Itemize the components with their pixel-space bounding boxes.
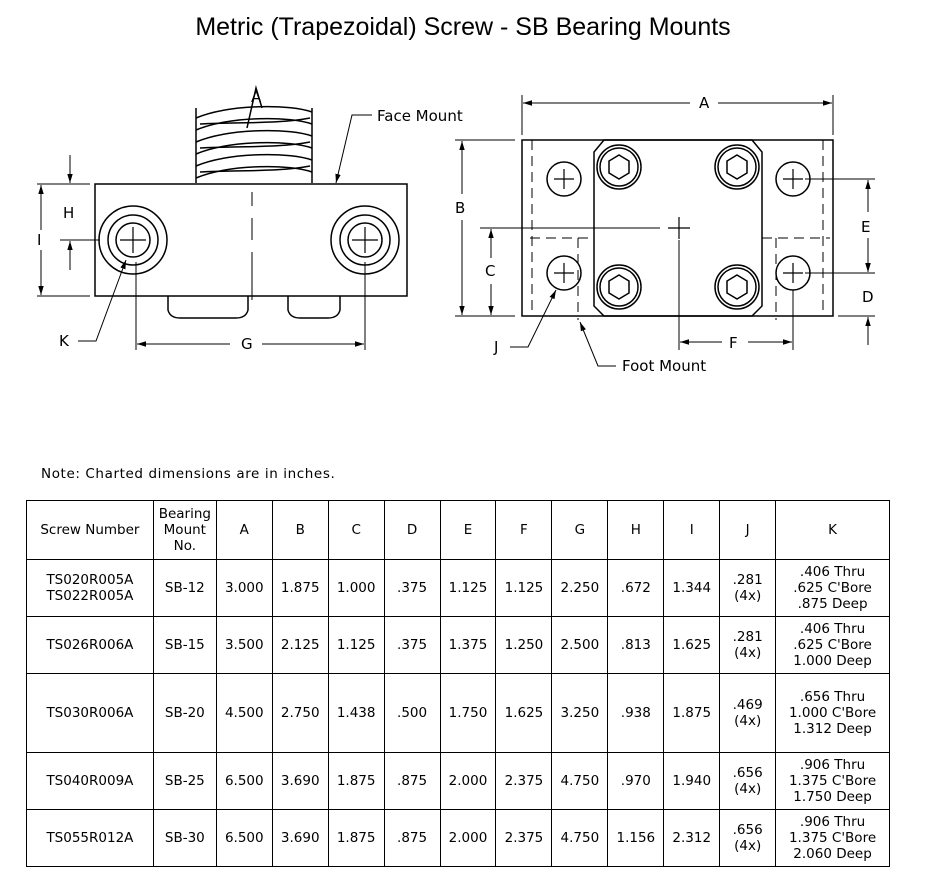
screw-thread-icon [196,107,312,183]
face-mount-label: Face Mount [377,107,463,125]
table-cell: 6.500 [216,810,272,867]
table-cell: TS020R005A TS022R005A [27,560,154,617]
table-cell: 1.750 [440,674,496,753]
dim-label-f: F [729,334,738,352]
table-cell: 1.875 [664,674,720,753]
table-cell: SB-20 [153,674,216,753]
dim-label-thread: A [251,88,262,106]
table-row [27,560,890,617]
table-cell: .938 [608,674,664,753]
table-cell: 1.625 [496,674,552,753]
table-cell: 3.690 [272,753,328,810]
table-cell: SB-25 [153,753,216,810]
table-cell: SB-30 [153,810,216,867]
column-header: I [664,501,720,560]
table-cell: 2.125 [272,617,328,674]
table-cell: .656 (4x) [720,810,776,867]
table-cell: .500 [384,674,440,753]
column-header: C [328,501,384,560]
table-cell: .813 [608,617,664,674]
column-header: E [440,501,496,560]
table-cell: .906 Thru 1.375 C'Bore 1.750 Deep [776,753,890,810]
table-cell: 1.125 [496,560,552,617]
table-cell: 3.690 [272,810,328,867]
table-cell: 6.500 [216,753,272,810]
table-cell: .375 [384,560,440,617]
table-cell: .656 Thru 1.000 C'Bore 1.312 Deep [776,674,890,753]
column-header: Bearing Mount No. [153,501,216,560]
dim-label-j: J [494,338,499,356]
column-header: D [384,501,440,560]
table-cell: .906 Thru 1.375 C'Bore 2.060 Deep [776,810,890,867]
table-cell: .406 Thru .625 C'Bore .875 Deep [776,560,890,617]
table-cell: 1.875 [272,560,328,617]
table-cell: .406 Thru .625 C'Bore 1.000 Deep [776,617,890,674]
dim-label-h: H [63,204,75,222]
foot-mount-view [455,95,875,366]
cap-screw-top-right [715,145,759,189]
face-mount-view [37,88,407,350]
table-cell: 1.375 [440,617,496,674]
table-cell: .469 (4x) [720,674,776,753]
page-title: Metric (Trapezoidal) Screw - SB Bearing Mounts [195,13,731,41]
units-note: Note: Charted dimensions are in inches. [41,466,336,482]
table-cell: TS055R012A [27,810,154,867]
table-cell: .656 (4x) [720,753,776,810]
table-cell: TS040R009A [27,753,154,810]
table-cell: 1.344 [664,560,720,617]
column-header: A [216,501,272,560]
table-cell: .970 [608,753,664,810]
table-cell: .281 (4x) [720,617,776,674]
table-cell: 1.875 [328,810,384,867]
table-cell: 4.750 [552,810,608,867]
cap-screw-top-left [597,145,641,189]
foot-hole-bottom-left [547,256,581,290]
cap-screw-bottom-right [715,265,759,309]
table-cell: 3.000 [216,560,272,617]
table-cell: 2.312 [664,810,720,867]
table-cell: .875 [384,810,440,867]
column-header: H [608,501,664,560]
table-cell: 4.750 [552,753,608,810]
table-cell: 1.156 [608,810,664,867]
table-cell: 2.750 [272,674,328,753]
table-row [27,674,890,753]
table-row [27,617,890,674]
table-cell: 4.500 [216,674,272,753]
table-cell: TS030R006A [27,674,154,753]
table-cell: 3.500 [216,617,272,674]
table-cell: SB-15 [153,617,216,674]
table-cell: 2.500 [552,617,608,674]
table-cell: 3.250 [552,674,608,753]
table-cell: 2.375 [496,810,552,867]
table-cell: 1.000 [328,560,384,617]
table-cell: 1.250 [496,617,552,674]
table-cell: 1.875 [328,753,384,810]
table-cell: 1.125 [440,560,496,617]
table-cell: 1.125 [328,617,384,674]
dim-label-k: K [59,332,69,350]
column-header: Screw Number [27,501,154,560]
table-cell: .375 [384,617,440,674]
cap-screw-bottom-left [597,265,641,309]
dim-label-d: D [862,288,874,306]
dim-label-c: C [485,262,496,280]
column-header: F [496,501,552,560]
table-cell: 2.000 [440,753,496,810]
table-cell: 2.250 [552,560,608,617]
table-cell: 2.375 [496,753,552,810]
foot-hole-top-right [776,162,810,196]
dim-label-g: G [241,335,253,353]
column-header: G [552,501,608,560]
table-cell: 1.625 [664,617,720,674]
table-cell: 1.940 [664,753,720,810]
foot-hole-bottom-right [776,256,810,290]
column-header: B [272,501,328,560]
dimensions-table [26,500,890,867]
table-cell: .281 (4x) [720,560,776,617]
table-cell: SB-12 [153,560,216,617]
foot-hole-top-left [547,162,581,196]
column-header: K [776,501,890,560]
table-row [27,810,890,867]
table-cell: .672 [608,560,664,617]
foot-mount-label: Foot Mount [622,357,707,375]
dim-label-i: I [37,231,42,249]
table-cell: 2.000 [440,810,496,867]
table-cell: 1.438 [328,674,384,753]
table-cell: TS026R006A [27,617,154,674]
dim-label-a: A [699,94,710,112]
table-cell: .875 [384,753,440,810]
column-header: J [720,501,776,560]
table-row [27,753,890,810]
face-bolt-hole-left [99,206,167,274]
dim-label-e: E [861,218,871,236]
dim-label-b: B [455,199,466,217]
table-header-row [27,501,890,560]
